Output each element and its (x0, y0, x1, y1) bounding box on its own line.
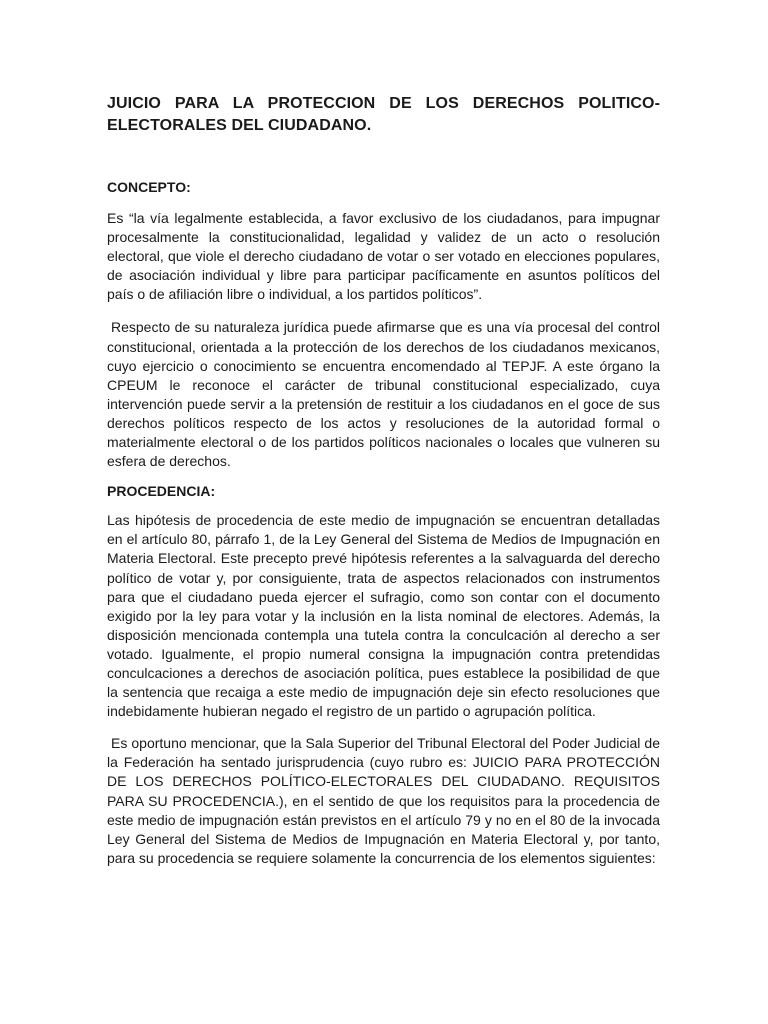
procedencia-paragraph-2: Es oportuno mencionar, que la Sala Superior del Tribunal Electoral del Poder Judicial de la Federación ha sentado jurisprudencia (cuyo rubro es: JUICIO PARA PROTECCIÓN DE LOS DERECHOS POLÍTICO-ELECTORALES DEL CIUDADANO. REQUISITOS PARA SU PROCEDENCIA.), en el sentido de que los requisitos para la procedencia de este medio de impugnación están previstos en el artículo 79 y no en el 80 de la invocada Ley General del Sistema de Medios de Impugnación en Materia Electoral y, por tanto, para su procedencia se requiere solamente la concurrencia de los elementos siguientes: (107, 735, 660, 866)
document-title: JUICIO PARA LA PROTECCION DE LOS DERECHOS POLITICO-ELECTORALES DEL CIUDADANO. (107, 95, 660, 134)
concepto-paragraph-2: Respecto de su naturaleza jurídica puede afirmarse que es una vía procesal del control constitucional, orientada a la protección de los derechos de los ciudadanos mexicanos, cuyo ejercicio o conocimiento se encuentra encomendado al TEPJF. A este órgano la CPEUM le reconoce el carácter de tribunal constitucional especializado, cuya intervención puede servir a la pretensión de restituir a los ciudadanos en el goce de sus derechos políticos respecto de los actos y resoluciones de la autoridad formal o materialmente electoral o de los partidos políticos nacionales o locales que vulneren su esfera de derechos. (107, 319, 660, 470)
document-body (107, 93, 660, 868)
procedencia-paragraph-1: Las hipótesis de procedencia de este medio de impugnación se encuentran detalladas en el artículo 80, párrafo 1, de la Ley General del Sistema de Medios de Impugnación en Materia Electoral. Este precepto prevé hipótesis referentes a la salvaguarda del derecho político de votar y, por consiguiente, trata de aspectos relacionados con instrumentos para que el ciudadano pueda ejercer el sufragio, como son contar con el documento exigido por la ley para votar y la inclusión en la lista nominal de electores. Además, la disposición mencionada contempla una tutela contra la conculcación al derecho a ser votado. Igualmente, el propio numeral consigna la impugnación contra pretendidas conculcaciones a derechos de asociación política, pues establece la posibilidad de que la sentencia que recaiga a este medio de impugnación deje sin efecto resoluciones que indebidamente hubieran negado el registro de un partido o agrupación política. (107, 512, 660, 720)
concepto-paragraph-1: Es “la vía legalmente establecida, a favor exclusivo de los ciudadanos, para impugnar procesalmente la constitucionalidad, legalidad y validez de un acto o resolución electoral, que viole el derecho ciudadano de votar o ser votado en elecciones populares, de asociación individual y libre para participar pacíficamente en asuntos políticos del país o de afiliación libre o individual, a los partidos políticos”. (107, 210, 660, 303)
section-heading-procedencia: PROCEDENCIA: (107, 483, 216, 500)
section-heading-concepto: CONCEPTO: (107, 179, 191, 195)
